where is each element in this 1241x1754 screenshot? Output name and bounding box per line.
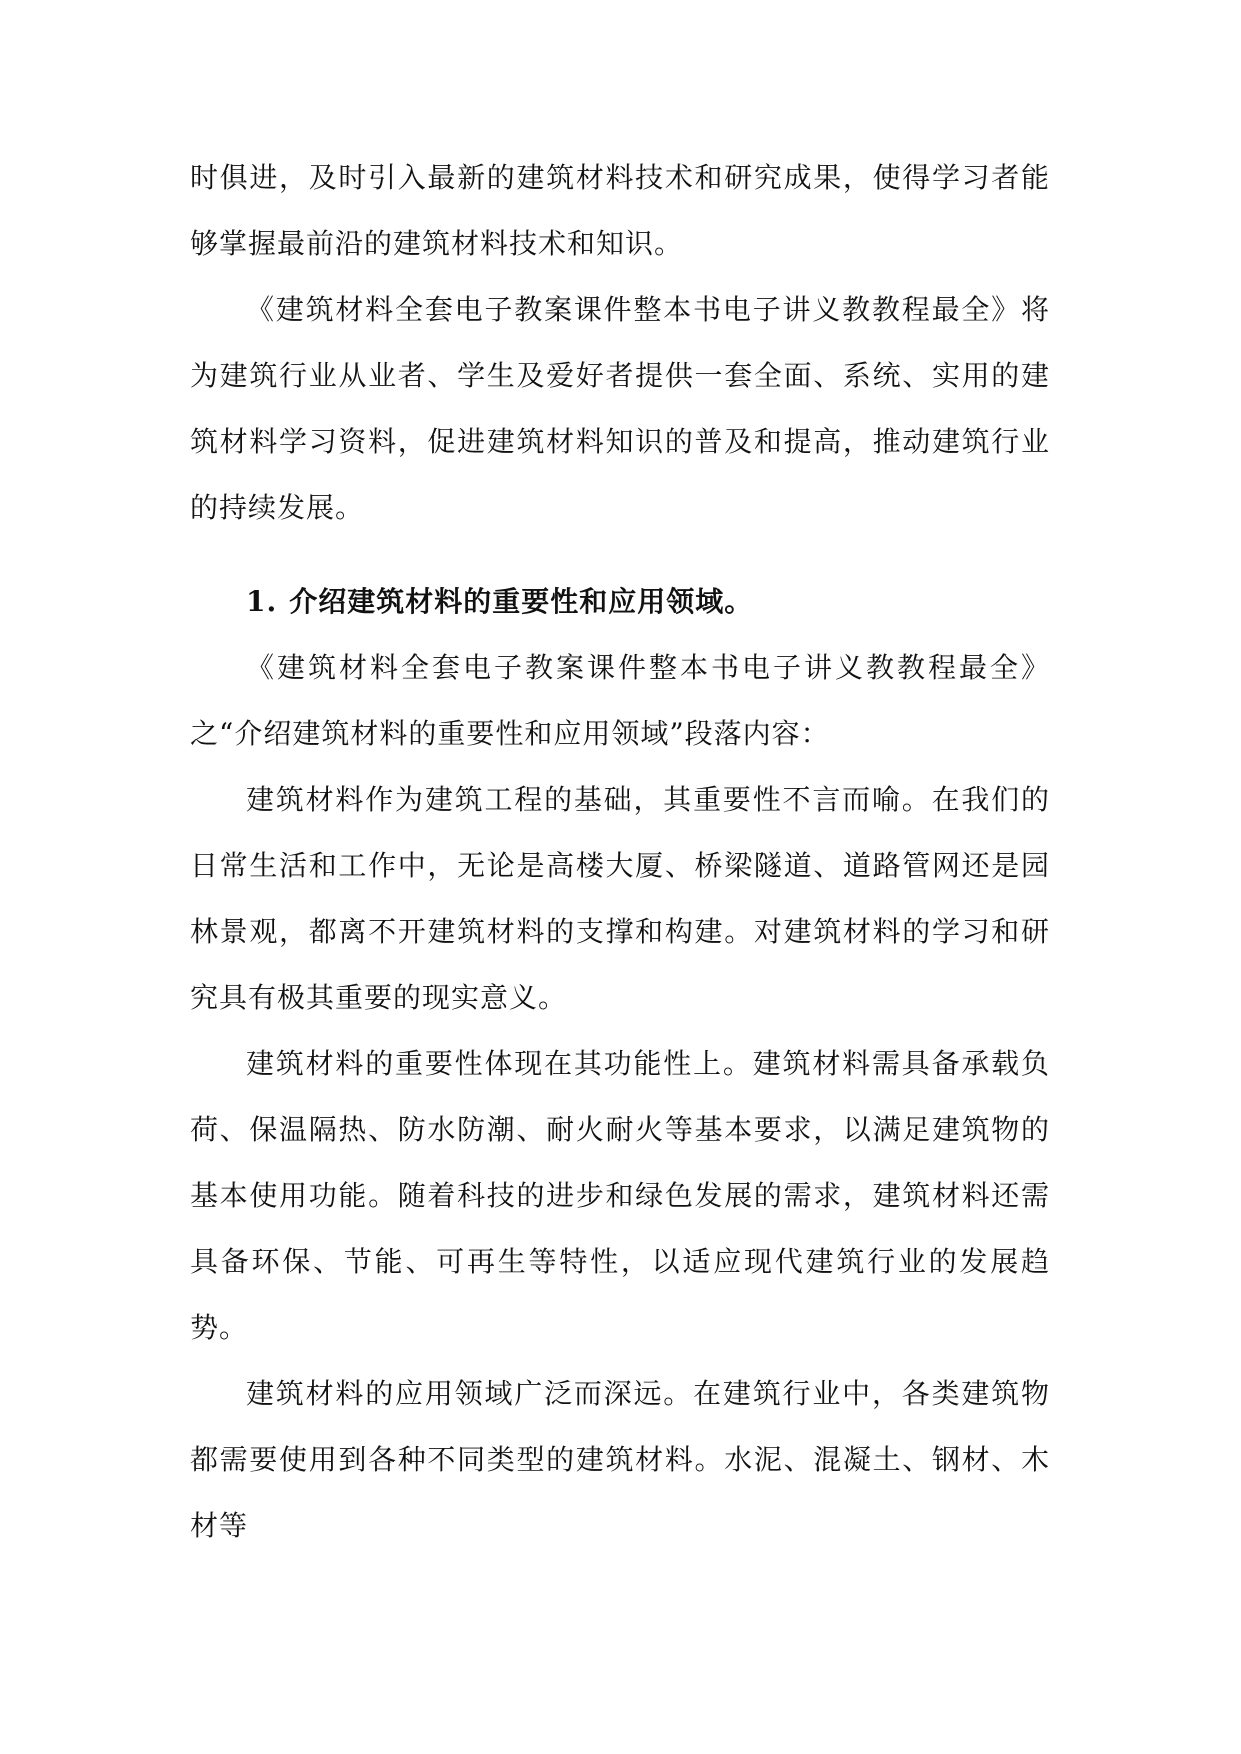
section-heading (190, 569, 1050, 635)
paragraph-importance: 建筑材料作为建筑工程的基础，其重要性不言而喻。在我们的日常生活和工作中，无论是高楼大厦、桥梁隧道、道路管网还是园林景观，都离不开建筑材料的支撑和构建。对建筑材料的学习和研究具有极其重要的现实意义。 (190, 783, 1050, 1014)
section-number: 1. (246, 585, 278, 618)
paragraph-functionality: 建筑材料的重要性体现在其功能性上。建筑材料需具备承载负荷、保温隔热、防水防潮、耐火耐火等基本要求，以满足建筑物的基本使用功能。随着科技的进步和绿色发展的需求，建筑材料还需具备环保、节能、可再生等特性，以适应现代建筑行业的发展趋势。 (190, 1047, 1050, 1344)
section-title: 介绍建筑材料的重要性和应用领域。 (289, 585, 754, 618)
paragraph-continuation: 时俱进，及时引入最新的建筑材料技术和研究成果，使得学习者能够掌握最前沿的建筑材料技术和知识。 (190, 161, 1050, 260)
document-body (190, 145, 1050, 1559)
paragraph-application: 建筑材料的应用领域广泛而深远。在建筑行业中，各类建筑物都需要使用到各种不同类型的建筑材料。水泥、混凝土、钢材、木材等 (190, 1377, 1050, 1542)
paragraph-intro: 《建筑材料全套电子教案课件整本书电子讲义教教程最全》之“介绍建筑材料的重要性和应用领域”段落内容： (190, 651, 1050, 750)
paragraph-summary: 《建筑材料全套电子教案课件整本书电子讲义教教程最全》将为建筑行业从业者、学生及爱好者提供一套全面、系统、实用的建筑材料学习资料，促进建筑材料知识的普及和提高，推动建筑行业的持续发展。 (190, 293, 1050, 524)
